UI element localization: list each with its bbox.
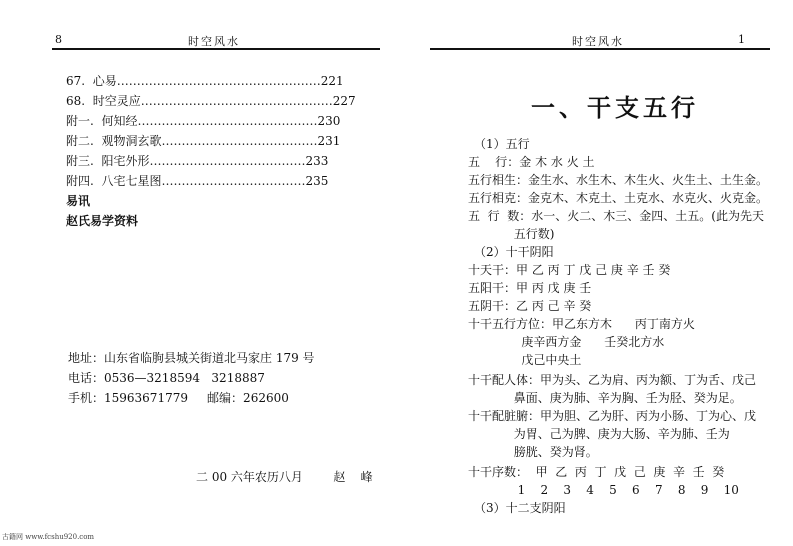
toc-entry: 68. 时空灵应…………………………………………227 — [66, 94, 356, 108]
text-line: 五 行 数：水一、火二、木三、金四、土五。(此为先天 — [468, 209, 764, 223]
left-running-title: 时空风水 — [188, 35, 240, 48]
left-page — [0, 0, 396, 546]
text-line: 五行数) — [468, 227, 555, 241]
left-page-number: 8 — [55, 33, 64, 46]
text-line: （1）五行 — [474, 137, 530, 151]
right-header-rule — [430, 48, 770, 50]
text-line: （3）十二支阴阳 — [474, 501, 566, 515]
text-line: 五行相克：金克木、木克土、土克水、水克火、火克金。 — [468, 191, 769, 205]
text-line: 十干配人体：甲为头、乙为肩、丙为额、丁为舌、戊己 — [468, 373, 757, 387]
text-line: 为胃、己为脾、庚为大肠、辛为肺、壬为 — [468, 427, 730, 441]
toc-entry: 赵氏易学资料 — [66, 214, 139, 228]
text-line: 五行相生：金生水、水生木、木生火、火生土、土生金。 — [468, 173, 769, 187]
toc-entry: 附一. 何知经………………………………………230 — [66, 114, 341, 128]
mobile-line: 手机：15963671779 邮编：262600 — [68, 391, 289, 405]
toc-entry: 附二. 观物洞玄歌…………………………………231 — [66, 134, 341, 148]
text-line: 五 行：金 木 水 火 土 — [468, 155, 595, 169]
right-running-title: 时空风水 — [572, 35, 624, 48]
text-line: 十干五行方位：甲乙东方木 丙丁南方火 — [468, 317, 695, 331]
text-line: 1 2 3 4 5 6 7 8 9 10 — [468, 483, 739, 497]
address-line: 地址：山东省临朐县城关街道北马家庄 179 号 — [68, 351, 315, 365]
chapter-title: 一、干支五行 — [531, 93, 699, 122]
text-line: 戊己中央土 — [468, 353, 582, 367]
text-line: （2）十干阴阳 — [474, 245, 554, 259]
text-line: 五阴干：乙 丙 己 辛 癸 — [468, 299, 592, 313]
text-line: 五阳干：甲 丙 戊 庚 壬 — [468, 281, 592, 295]
watermark: 古籍网 www.fcshu920.com — [2, 533, 95, 541]
phone-line: 电话：0536—3218594 3218887 — [68, 371, 265, 385]
toc-entry: 附四. 八宅七星图………………………………235 — [66, 174, 329, 188]
text-line: 庚辛西方金 壬癸北方水 — [468, 335, 665, 349]
text-line: 膀胱、癸为肾。 — [468, 445, 598, 459]
left-header-rule — [52, 48, 380, 50]
right-page — [396, 0, 793, 546]
toc-entry: 附三. 阳宅外形…………………………………233 — [66, 154, 329, 168]
text-line: 十干序数： 甲 乙 丙 丁 戊 己 庚 辛 壬 癸 — [468, 465, 725, 479]
signature-line: 二 00 六年农历八月 赵 峰 — [196, 470, 373, 484]
text-line: 十干配脏腑：甲为胆、乙为肝、丙为小肠、丁为心、戊 — [468, 409, 757, 423]
text-line: 鼻面、庚为肺、辛为胸、壬为胫、癸为足。 — [468, 391, 742, 405]
toc-entry: 易讯 — [66, 194, 91, 208]
text-line: 十天干：甲 乙 丙 丁 戊 己 庚 辛 壬 癸 — [468, 263, 671, 277]
toc-entry: 67. 心易……………………………………………221 — [66, 74, 344, 88]
right-page-number: 1 — [738, 33, 747, 46]
